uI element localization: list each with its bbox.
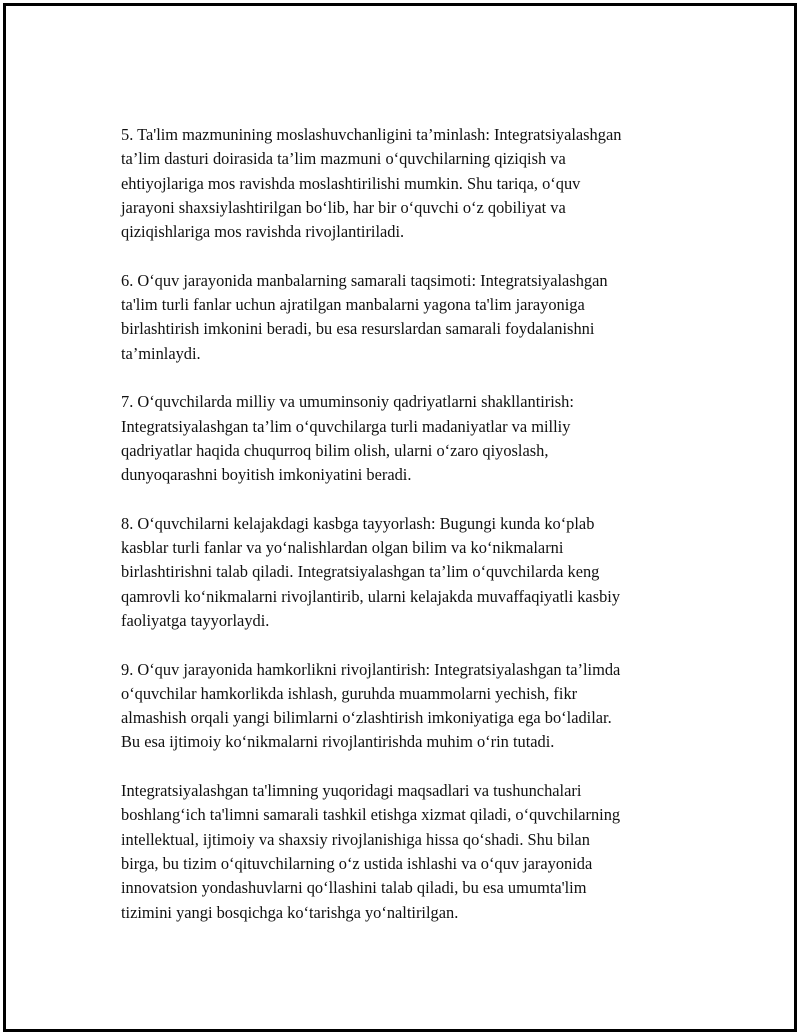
paragraph-item-9: 9. O‘quv jarayonida hamkorlikni rivojlantirish: Integratsiyalashgan ta’limda o‘quvchilar hamkorlikda ishlash, guruhda muammolarni yechish, fikr almashish orqali yangi bilimlarni o‘zlashtirish imkoniyatiga ega bo‘ladilar. Bu esa ijtimoiy ko‘nikmalarni rivojlantirishda muhim o‘rin tutadi. bbox=[121, 659, 621, 752]
paragraph-item-7: 7. O‘quvchilarda milliy va umuminsoniy qadriyatlarni shakllantirish: Integratsiyalashgan ta’lim o‘quvchilarga turli madaniyatlar va milliy qadriyatlar haqida chuqurroq bilim olish, ularni o‘zaro qiyoslash, dunyoqarashni boyitish imkoniyatini beradi. bbox=[121, 392, 574, 485]
paragraph-item-6: 6. O‘quv jarayonida manbalarning samarali taqsimoti: Integratsiyalashgan ta'lim turli fanlar uchun ajratilgan manbalarni yagona ta'lim jarayoniga birlashtirish imkonini beradi, bu esa resurslardan samarali foydalanishni ta’minlaydi. bbox=[121, 270, 608, 363]
document-body bbox=[121, 123, 701, 925]
page-frame bbox=[3, 3, 797, 1032]
paragraph-conclusion: Integratsiyalashgan ta'limning yuqoridagi maqsadlari va tushunchalari boshlang‘ich ta'limni samarali tashkil etishga xizmat qiladi, o‘quvchilarning intellektual, ijtimoiy va shaxsiy rivojlanishiga hissa qo‘shadi. Shu bilan birga, bu tizim o‘qituvchilarning o‘z ustida ishlashi va o‘quv jarayonida innovatsion yondashuvlarni qo‘llashini talab qiladi, bu esa umumta'lim tizimini yangi bosqichga ko‘tarishga yo‘naltirilgan. bbox=[121, 781, 621, 922]
paragraph-item-8: 8. O‘quvchilarni kelajakdagi kasbga tayyorlash: Bugungi kunda ko‘plab kasblar turli fanlar va yo‘nalishlardan olgan bilim va ko‘nikmalarni birlashtirishni talab qiladi. Integratsiyalashgan ta’lim o‘quvchilarda keng qamrovli ko‘nikmalarni rivojlantirib, ularni kelajakda muvaffaqiyatli kasbiy faoliyatga tayyorlaydi. bbox=[121, 513, 621, 630]
paragraph-item-5: 5. Ta'lim mazmunining moslashuvchanligini ta’minlash: Integratsiyalashgan ta’lim dasturi doirasida ta’lim mazmuni o‘quvchilarning qiziqish va ehtiyojlariga mos ravishda moslashtirilishi mumkin. Shu tariqa, o‘quv jarayoni shaxsiylashtirilgan bo‘lib, har bir o‘quvchi o‘z qobiliyat va qiziqishlariga mos ravishda rivojlantiriladi. bbox=[121, 125, 622, 242]
